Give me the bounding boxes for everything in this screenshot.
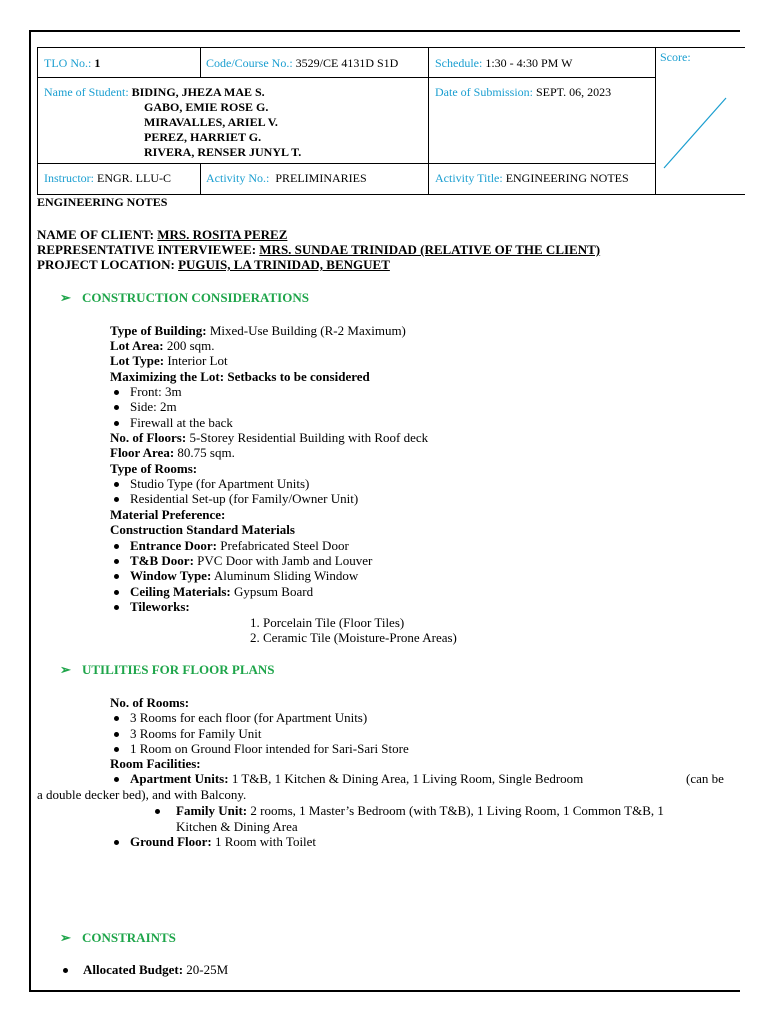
bullet-icon <box>114 747 119 752</box>
apartment-units: Apartment Units: 1 T&B, 1 Kitchen & Dining Area, 1 Living Room, Single Bedroom <box>130 771 584 786</box>
standard-materials: Construction Standard Materials <box>110 522 295 537</box>
rooms-label: No. of Rooms: <box>110 695 190 710</box>
code-cell: Code/Course No.: 3529/CE 4131D S1D <box>206 56 399 70</box>
floors: No. of Floors: 5-Storey Residential Building with Roof deck <box>110 430 429 445</box>
bullet-icon <box>114 777 119 782</box>
table-col-divider <box>200 47 201 77</box>
setback-item: Firewall at the back <box>130 415 233 430</box>
student-cell: Name of Student: BIDING, JHEZA MAE S. GABO, EMIE ROSE G. MIRAVALLES, ARIEL V. PEREZ, HARRIET G. RIVERA, RENSER JUNYL T. <box>44 85 302 159</box>
tile-item: 2. Ceramic Tile (Moisture-Prone Areas) <box>250 630 457 645</box>
section-construction: ➢ CONSTRUCTION CONSIDERATIONS <box>60 290 309 305</box>
table-row-divider <box>37 77 656 78</box>
setback-item: Front: 3m <box>130 384 182 399</box>
entrance-door: Entrance Door: Prefabricated Steel Door <box>130 538 349 553</box>
family-cont: Kitchen & Dining Area <box>176 819 298 834</box>
table-col-divider <box>428 47 429 194</box>
tlo-cell: TLO No.: 1 <box>44 56 101 70</box>
apartment-note: (can be <box>686 771 724 786</box>
family-unit: Family Unit: 2 rooms, 1 Master’s Bedroom (with T&B), 1 Living Room, 1 Common T&B, 1 <box>176 803 664 818</box>
allocated-budget: Allocated Budget: 20-25M <box>83 962 229 977</box>
maximizing-lot: Maximizing the Lot: Setbacks to be considered <box>110 369 370 384</box>
table-col-divider <box>200 163 201 194</box>
rep-line: REPRESENTATIVE INTERVIEWEE: MRS. SUNDAE TRINIDAD (RELATIVE OF THE CLIENT) <box>37 242 601 257</box>
ceiling-materials: Ceiling Materials: Gypsum Board <box>130 584 314 599</box>
facilities-label: Room Facilities: <box>110 756 201 771</box>
rooms-item: 3 Rooms for each floor (for Apartment Units) <box>130 710 368 725</box>
bullet-icon <box>114 544 119 549</box>
arrow-bullet-icon: ➢ <box>60 930 71 945</box>
submission-cell: Date of Submission: SEPT. 06, 2023 <box>435 85 612 99</box>
apartment-cont: a double decker bed), and with Balcony. <box>37 787 247 802</box>
score-label: Score: <box>660 50 691 64</box>
table-row-divider <box>37 163 656 164</box>
setback-item: Side: 2m <box>130 399 177 414</box>
table-col-divider <box>655 47 656 194</box>
bullet-icon <box>114 840 119 845</box>
window-type: Window Type: Aluminum Sliding Window <box>130 568 359 583</box>
tb-door: T&B Door: PVC Door with Jamb and Louver <box>130 553 373 568</box>
bullet-icon <box>114 716 119 721</box>
bullet-icon <box>155 809 160 814</box>
room-type-item: Residential Set-up (for Family/Owner Unit) <box>130 491 359 506</box>
room-type-item: Studio Type (for Apartment Units) <box>130 476 310 491</box>
bullet-icon <box>114 605 119 610</box>
lot-type: Lot Type: Interior Lot <box>110 353 228 368</box>
doc-heading: ENGINEERING NOTES <box>37 195 168 209</box>
instructor-cell: Instructor: ENGR. LLU-C <box>44 171 171 185</box>
client-line: NAME OF CLIENT: MRS. ROSITA PEREZ <box>37 227 288 242</box>
table-left-border <box>37 47 38 194</box>
tileworks-label: Tileworks: <box>130 599 190 614</box>
activity-title-cell: Activity Title: ENGINEERING NOTES <box>435 171 629 185</box>
section-utilities: ➢ UTILITIES FOR FLOOR PLANS <box>60 662 275 677</box>
schedule-cell: Schedule: 1:30 - 4:30 PM W <box>435 56 573 70</box>
bullet-icon <box>114 559 119 564</box>
bullet-icon <box>114 482 119 487</box>
bullet-icon <box>114 405 119 410</box>
lot-area: Lot Area: 200 sqm. <box>110 338 215 353</box>
arrow-bullet-icon: ➢ <box>60 662 71 677</box>
floor-area: Floor Area: 80.75 sqm. <box>110 445 235 460</box>
bullet-icon <box>114 732 119 737</box>
bullet-icon <box>114 421 119 426</box>
rooms-item: 1 Room on Ground Floor intended for Sari-Sari Store <box>130 741 409 756</box>
room-types-label: Type of Rooms: <box>110 461 198 476</box>
material-preference: Material Preference: <box>110 507 226 522</box>
section-constraints: ➢ CONSTRAINTS <box>60 930 176 945</box>
bullet-icon <box>63 968 68 973</box>
activity-no-cell: Activity No.: PRELIMINARIES <box>206 171 367 185</box>
building-type: Type of Building: Mixed-Use Building (R-2 Maximum) <box>110 323 406 338</box>
tile-item: 1. Porcelain Tile (Floor Tiles) <box>250 615 405 630</box>
location-line: PROJECT LOCATION: PUGUIS, LA TRINIDAD, BENGUET <box>37 257 390 272</box>
score-slash <box>660 96 730 172</box>
arrow-bullet-icon: ➢ <box>60 290 71 305</box>
bullet-icon <box>114 497 119 502</box>
bullet-icon <box>114 390 119 395</box>
bullet-icon <box>114 574 119 579</box>
rooms-item: 3 Rooms for Family Unit <box>130 726 262 741</box>
table-top-border <box>37 47 745 48</box>
bullet-icon <box>114 590 119 595</box>
ground-floor: Ground Floor: 1 Room with Toilet <box>130 834 317 849</box>
